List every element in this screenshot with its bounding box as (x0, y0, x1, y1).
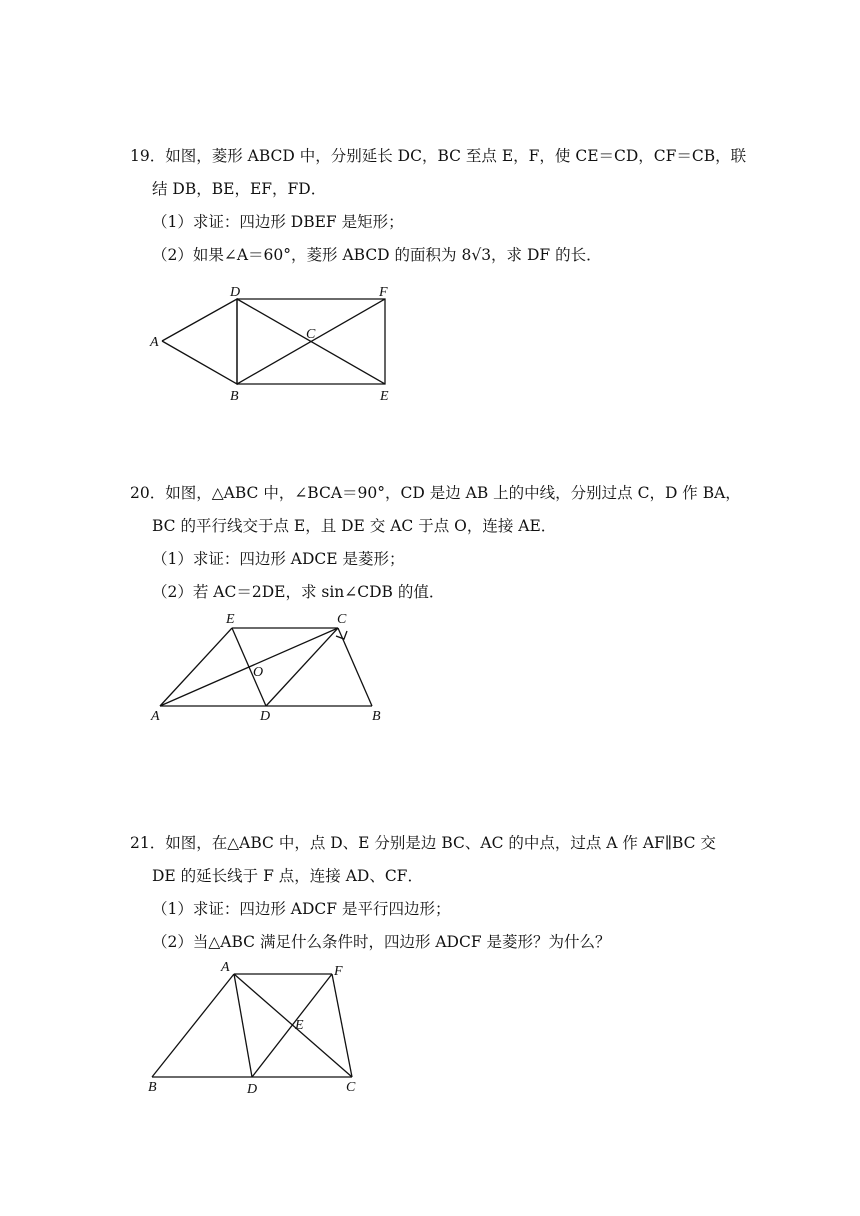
label-c: C (306, 327, 316, 342)
label-f: F (379, 285, 388, 300)
segment-df (252, 974, 332, 1077)
label-b: B (230, 389, 239, 404)
label-a: A (221, 960, 230, 975)
diagonal-de (237, 299, 385, 384)
label-d: D (230, 285, 241, 300)
diagonal-fb (237, 299, 385, 384)
label-e: E (380, 389, 389, 404)
label-e: E (295, 1018, 304, 1033)
label-c: C (337, 612, 347, 627)
label-d: D (247, 1082, 258, 1097)
problem-21-part2: （2）当△ABC 满足什么条件时，四边形 ADCF 是菱形？为什么？ (152, 933, 611, 951)
problem-20-part2: （2）若 AC＝2DE，求 sin∠CDB 的值． (152, 583, 445, 601)
problem-19-part1: （1）求证：四边形 DBEF 是矩形； (152, 213, 404, 231)
rhombus-left-edges (162, 299, 237, 384)
problem-21-stem-line1: 21．如图，在△ABC 中，点 D、E 分别是边 BC、AC 的中点，过点 A 作 AF∥BC 交 (130, 834, 716, 852)
problem-19-figure (140, 280, 420, 410)
segment-ae (160, 628, 232, 706)
problem-20-part1: （1）求证：四边形 ADCE 是菱形； (152, 550, 405, 568)
problem-21-figure (140, 955, 380, 1105)
label-e: E (226, 612, 235, 627)
label-b: B (372, 709, 381, 724)
label-o: O (253, 665, 264, 680)
problem-21-stem-line2: DE 的延长线于 F 点，连接 AD、CF． (152, 867, 423, 885)
segment-ab (152, 974, 234, 1077)
problem-19-stem-line2: 结 DB，BE，EF，FD． (152, 180, 327, 198)
problem-19-stem-line1: 19．如图，菱形 ABCD 中，分别延长 DC，BC 至点 E，F，使 CE＝CD，CF＝CB，联 (130, 147, 747, 165)
rectangle-dbef (237, 299, 385, 384)
right-angle-mark (336, 631, 347, 639)
label-f: F (334, 964, 343, 979)
label-c: C (346, 1080, 356, 1095)
segment-cd (266, 628, 338, 706)
label-a: A (151, 709, 160, 724)
problem-21-part1: （1）求证：四边形 ADCF 是平行四边形； (152, 900, 451, 918)
segment-cb (338, 628, 372, 706)
problem-19-part2: （2）如果∠A＝60°，菱形 ABCD 的面积为 8√3，求 DF 的长． (152, 246, 602, 264)
label-a: A (150, 335, 159, 350)
segment-ac (234, 974, 352, 1077)
problem-20-figure (140, 608, 400, 728)
problem-20-stem-line1: 20．如图，△ABC 中，∠BCA＝90°，CD 是边 AB 上的中线，分别过点 C，D 作 BA， (130, 484, 741, 502)
label-d: D (260, 709, 271, 724)
problem-20-stem-line2: BC 的平行线交于点 E，且 DE 交 AC 于点 O，连接 AE． (152, 517, 557, 535)
segment-fc (332, 974, 352, 1077)
segment-ac (160, 628, 338, 706)
segment-ad (234, 974, 252, 1077)
label-b: B (148, 1080, 157, 1095)
segment-ed (232, 628, 266, 706)
